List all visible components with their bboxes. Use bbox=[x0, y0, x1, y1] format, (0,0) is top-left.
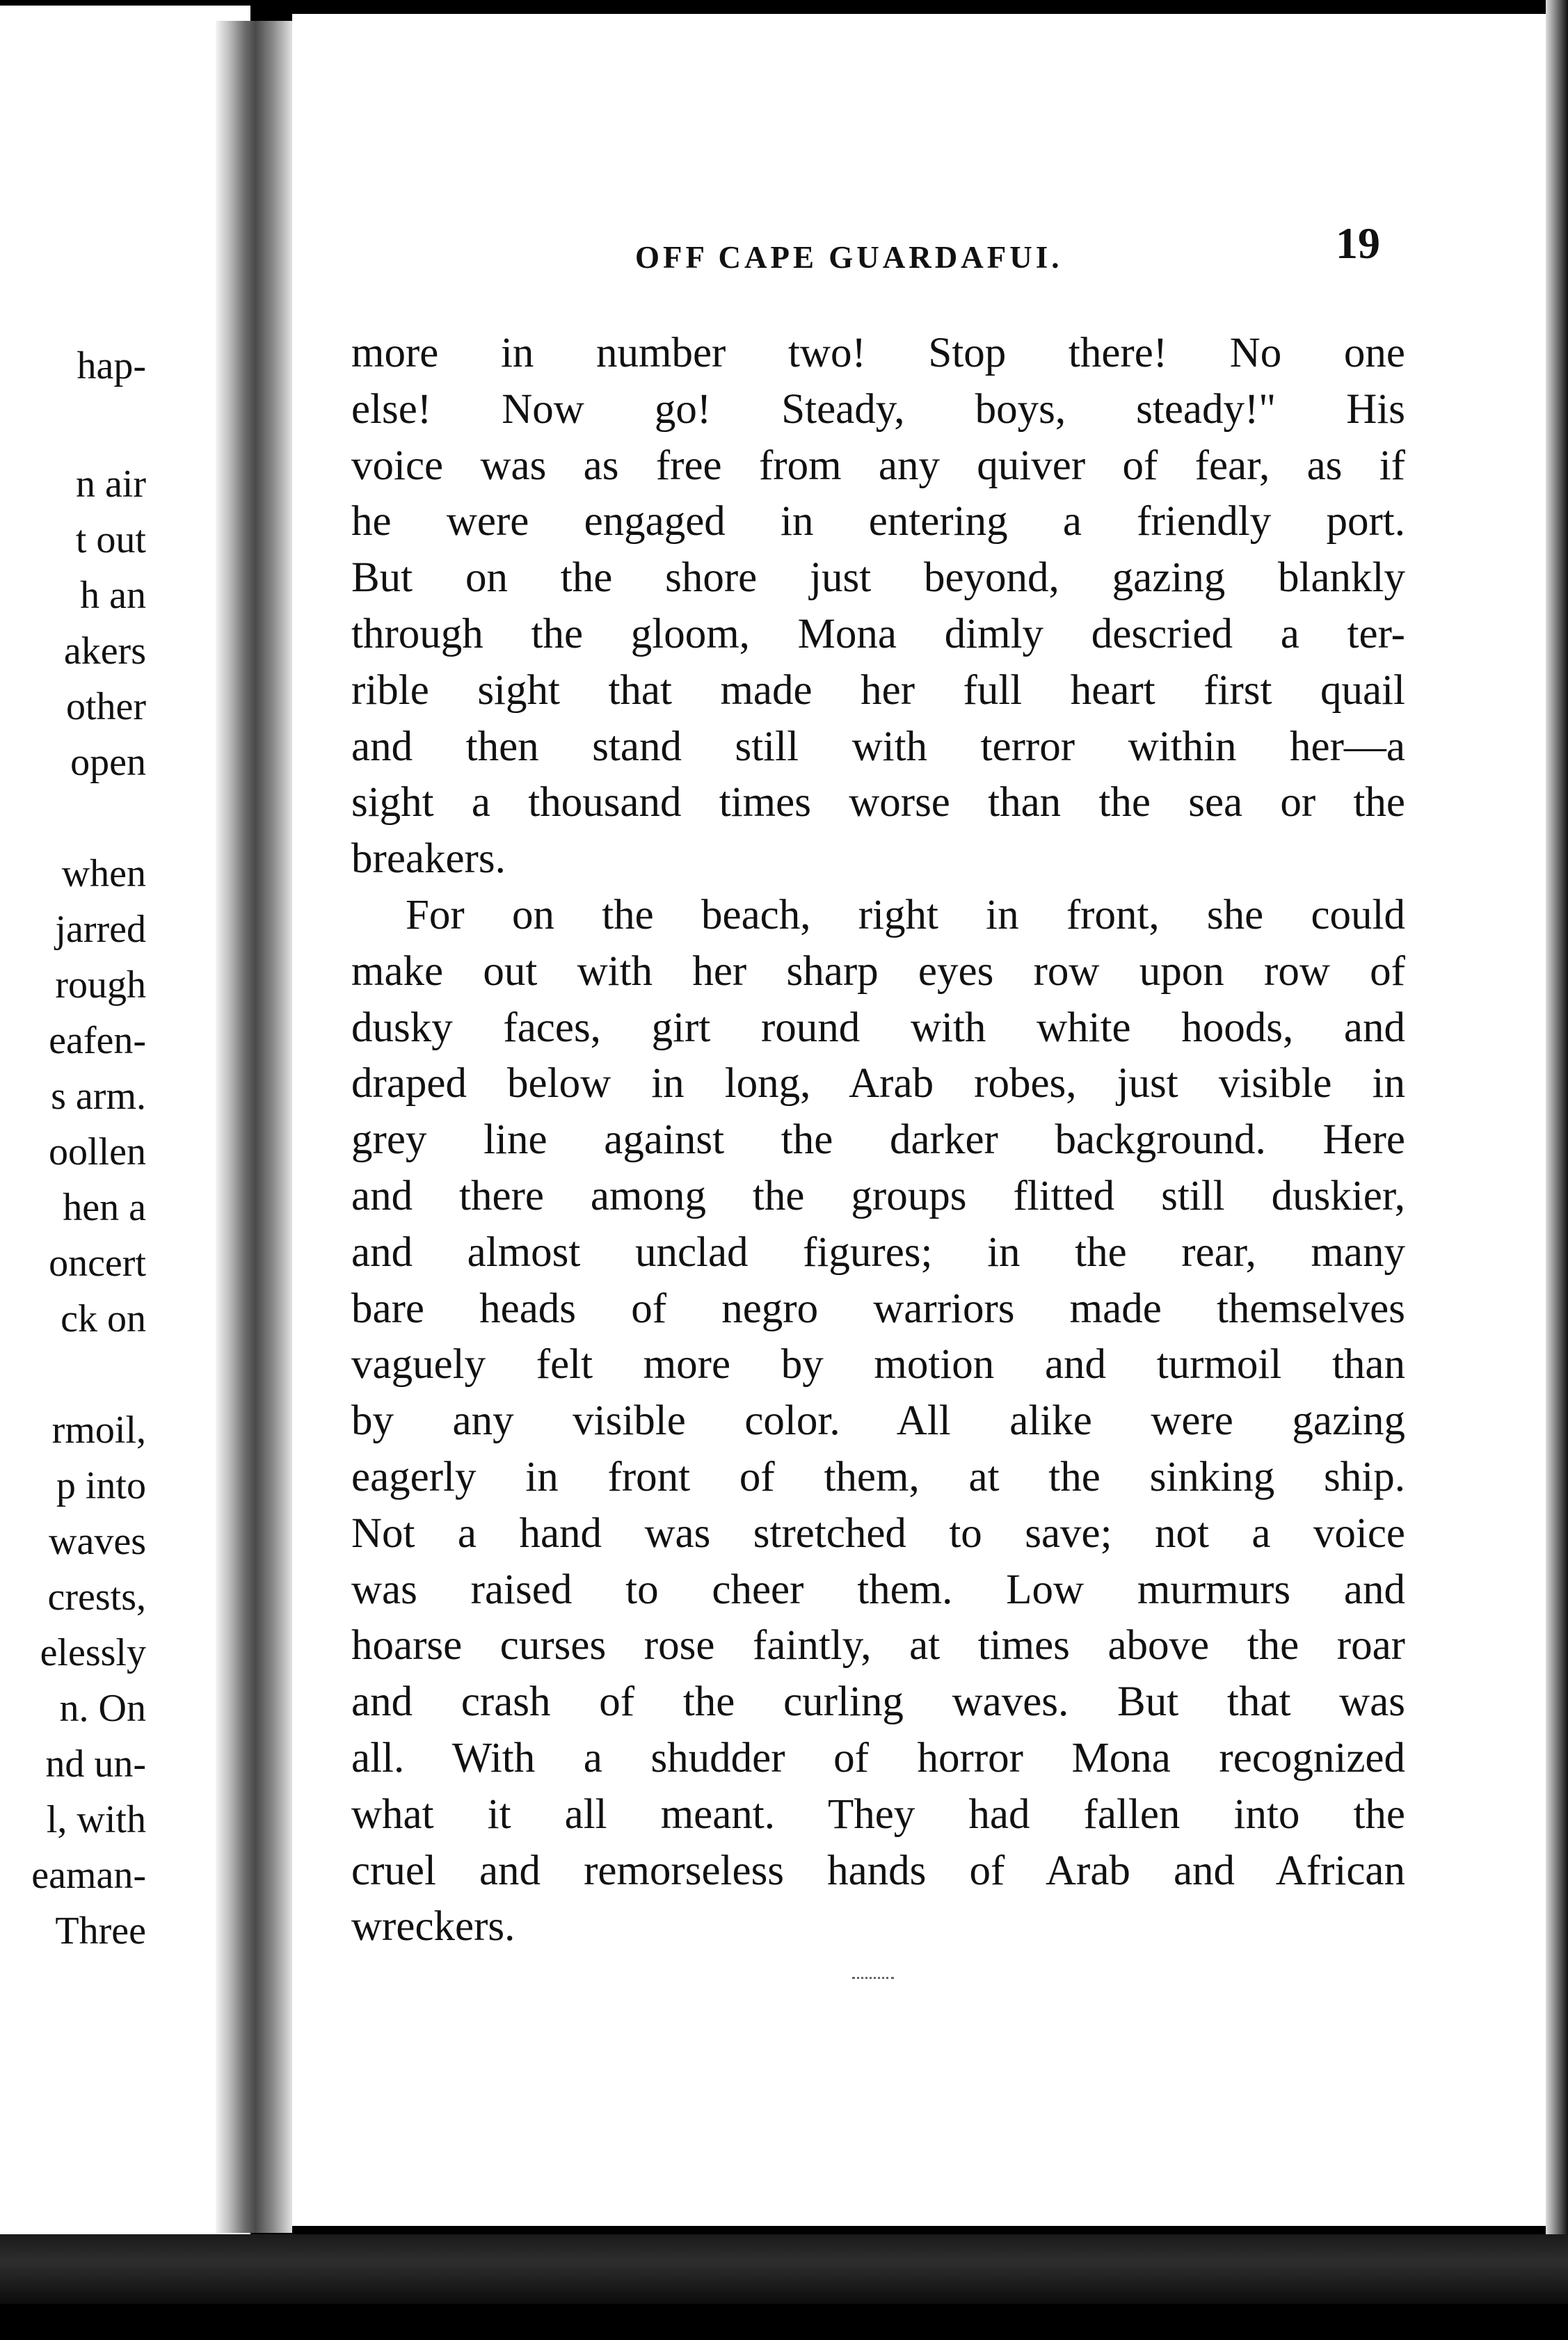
text-line: wreckers. bbox=[351, 1903, 515, 1950]
running-head: OFF CAPE GUARDAFUI. bbox=[635, 240, 1063, 275]
text-line: was raised to cheer them. Low murmurs and bbox=[351, 1566, 1405, 1613]
left-page-fragment: p into bbox=[56, 1464, 146, 1507]
left-page-fragment: l, with bbox=[46, 1798, 146, 1841]
left-page-fragment: Three bbox=[55, 1909, 146, 1953]
left-page-fragment: rough bbox=[55, 963, 146, 1007]
scan-bottom-border bbox=[0, 2234, 1568, 2304]
left-page-fragment: t out bbox=[75, 518, 146, 561]
left-page-fragment: elessly bbox=[40, 1631, 146, 1674]
left-page-fragment: ck on bbox=[61, 1297, 146, 1340]
left-page-fragment: n. On bbox=[59, 1687, 146, 1730]
text-line: sight a thousand times worse than the sea or the bbox=[351, 779, 1405, 826]
text-line: he were engaged in entering a friendly port. bbox=[351, 498, 1405, 545]
text-line: But on the shore just beyond, gazing blankly bbox=[351, 554, 1405, 602]
text-line: hoarse curses rose faintly, at times above the roar bbox=[351, 1622, 1405, 1669]
text-line: grey line against the darker background. Here bbox=[351, 1116, 1405, 1164]
page-edge-shadow bbox=[1546, 0, 1568, 2240]
left-page-fragment: when bbox=[61, 852, 146, 895]
left-page-fragment: rmoil, bbox=[51, 1409, 146, 1452]
left-page bbox=[0, 6, 250, 2245]
page-number: 19 bbox=[1336, 218, 1380, 268]
text-line: make out with her sharp eyes row upon row of bbox=[351, 947, 1405, 995]
text-line: and crash of the curling waves. But that was bbox=[351, 1678, 1405, 1726]
left-page-fragment: jarred bbox=[55, 908, 146, 951]
text-line: else! Now go! Steady, boys, steady!" His bbox=[351, 385, 1405, 433]
text-line: breakers. bbox=[351, 835, 506, 883]
left-page-fragment: waves bbox=[49, 1520, 146, 1563]
left-page-fragment: crests, bbox=[47, 1576, 146, 1619]
left-page-fragment: nd un- bbox=[45, 1742, 146, 1786]
text-line: by any visible color. All alike were gazing bbox=[351, 1397, 1405, 1445]
left-page-fragment: eaman- bbox=[31, 1854, 146, 1897]
left-page-fragment: h an bbox=[80, 574, 146, 617]
text-line: rible sight that made her full heart first quail bbox=[351, 666, 1405, 714]
left-page-fragment: s arm. bbox=[51, 1075, 146, 1118]
text-line: Not a hand was stretched to save; not a voice bbox=[351, 1509, 1405, 1557]
left-page-fragment: eafen- bbox=[49, 1019, 146, 1062]
left-page-fragment: hen a bbox=[63, 1186, 146, 1229]
text-line: eagerly in front of them, at the sinking ship. bbox=[351, 1453, 1405, 1500]
text-line: and almost unclad figures; in the rear, many bbox=[351, 1228, 1405, 1276]
left-page-fragment: other bbox=[65, 685, 146, 728]
left-page-fragment: n air bbox=[75, 463, 146, 506]
text-line: voice was as free from any quiver of fear, as if bbox=[351, 442, 1405, 489]
text-line: vaguely felt more by motion and turmoil than bbox=[351, 1341, 1405, 1388]
left-page-fragment: oncert bbox=[49, 1242, 146, 1285]
text-line: all. With a shudder of horror Mona recognized bbox=[351, 1734, 1405, 1781]
text-line: and then stand still with terror within her—a bbox=[351, 723, 1405, 770]
text-line: cruel and remorseless hands of Arab and African bbox=[351, 1847, 1405, 1894]
book-gutter bbox=[216, 21, 292, 2233]
text-line: dusky faces, girt round with white hoods, and bbox=[351, 1004, 1405, 1051]
print-speck bbox=[852, 1977, 894, 1983]
left-page-fragment: oollen bbox=[49, 1130, 146, 1173]
text-line: For on the beach, right in front, she could bbox=[406, 891, 1405, 938]
text-line: bare heads of negro warriors made themselves bbox=[351, 1285, 1405, 1332]
text-line: more in number two! Stop there! No one bbox=[351, 330, 1405, 376]
body-text bbox=[351, 326, 1405, 1955]
left-page-fragment: akers bbox=[63, 630, 146, 673]
text-line: what it all meant. They had fallen into the bbox=[351, 1790, 1405, 1838]
text-line: through the gloom, Mona dimly descried a ter- bbox=[351, 610, 1405, 657]
left-page-fragment: hap- bbox=[77, 344, 146, 387]
left-page-fragment: open bbox=[70, 741, 146, 784]
text-line: draped below in long, Arab robes, just visible in bbox=[351, 1060, 1405, 1107]
text-line: and there among the groups flitted still duskier, bbox=[351, 1172, 1405, 1219]
